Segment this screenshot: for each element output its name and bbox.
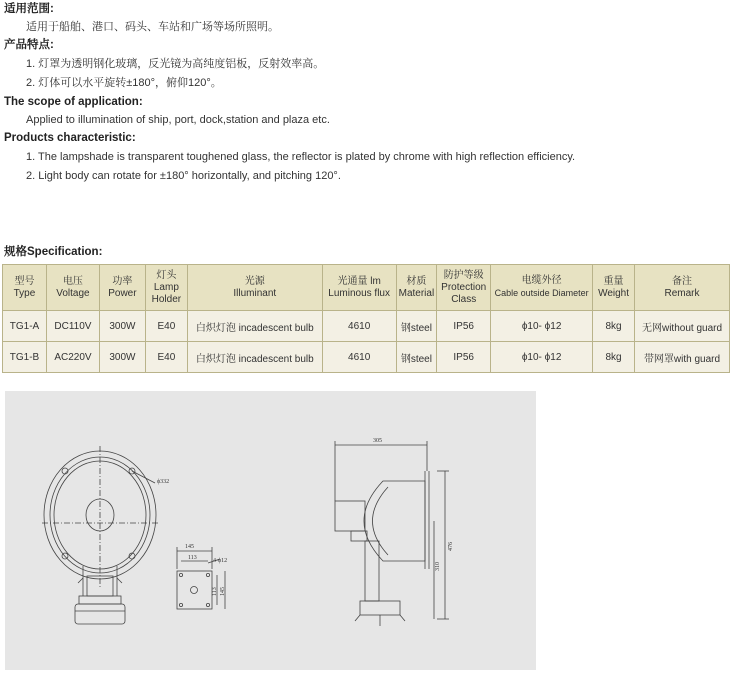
cell-protection: IP56 — [437, 311, 491, 342]
col-voltage-cn: 电压 — [62, 275, 83, 287]
side-view — [335, 441, 449, 626]
col-remark-cn: 备注 — [672, 275, 693, 287]
cell-cable: ϕ10- ϕ12 — [491, 311, 593, 342]
table-row — [3, 311, 730, 342]
col-lamp-holder-en: Lamp Holder — [151, 281, 182, 305]
features-cn-item-2: 2. 灯体可以水平旋转±180°，俯仰120°。 — [26, 77, 222, 89]
cell-weight: 8kg — [593, 311, 635, 342]
col-luminous-flux-en: Luminous flux — [328, 287, 390, 299]
col-type-cn: 型号 — [14, 275, 35, 287]
cell-power: 300W — [99, 342, 145, 373]
spec-header-row — [3, 265, 730, 311]
features-cn-heading: 产品特点: — [4, 39, 54, 51]
dim-base-hole-spacing: 113 — [188, 555, 197, 561]
cell-type: TG1-A — [3, 311, 47, 342]
col-weight — [593, 265, 635, 311]
col-voltage-en: Voltage — [56, 287, 90, 299]
table-row — [3, 342, 730, 373]
col-illuminant — [187, 265, 322, 311]
dim-side-h1: 476 — [448, 542, 454, 551]
col-luminous-flux — [322, 265, 396, 311]
col-weight-en: Weight — [598, 287, 630, 299]
col-weight-cn: 重量 — [603, 275, 624, 287]
col-illuminant-cn: 光源 — [244, 275, 265, 287]
dim-base-w: 145 — [185, 544, 194, 550]
cell-material: 钢steel — [396, 311, 437, 342]
scope-cn-text: 适用于船舶、港口、码头、车站和广场等场所照明。 — [26, 21, 279, 33]
col-cable-cn: 电缆外径 — [521, 275, 562, 286]
cell-voltage: DC110V — [46, 311, 99, 342]
dim-base-h1: 113 — [212, 587, 218, 596]
col-illuminant-en: Illuminant — [233, 287, 277, 299]
cell-lamp-holder: E40 — [145, 311, 187, 342]
scope-cn-heading: 适用范围: — [4, 3, 54, 15]
spec-heading: 规格Specification: — [4, 246, 103, 258]
cell-weight: 8kg — [593, 342, 635, 373]
cell-lamp-holder: E40 — [145, 342, 187, 373]
col-power-cn: 功率 — [112, 275, 133, 287]
col-remark — [635, 265, 730, 311]
col-cable-en: Cable outside Diameter — [494, 288, 589, 298]
col-material-en: Material — [398, 287, 435, 299]
col-type-en: Type — [13, 287, 36, 299]
col-cable — [491, 265, 593, 311]
features-en-heading: Products characteristic: — [4, 132, 136, 144]
scope-en-heading: The scope of application: — [4, 96, 143, 108]
col-material — [396, 265, 437, 311]
col-power-en: Power — [108, 287, 137, 299]
cell-illuminant: 白炽灯泡 incadescent bulb — [187, 342, 322, 373]
spec-table — [2, 264, 730, 373]
col-type — [3, 265, 47, 311]
technical-drawing-panel — [5, 391, 536, 670]
col-lamp-holder — [145, 265, 187, 311]
cell-remark: 无网without guard — [635, 311, 730, 342]
cell-type: TG1-B — [3, 342, 47, 373]
dim-front-dia: ϕ332 — [157, 479, 170, 485]
dim-side-h2: 310 — [435, 562, 441, 571]
col-lamp-holder-cn: 灯头 — [156, 269, 177, 281]
col-protection — [437, 265, 491, 311]
cell-luminous-flux: 4610 — [322, 311, 396, 342]
col-luminous-flux-cn: 光通量 lm — [337, 275, 381, 287]
col-voltage — [46, 265, 99, 311]
cell-material: 钢steel — [396, 342, 437, 373]
col-protection-cn: 防护等级 — [443, 269, 484, 281]
cell-cable: ϕ10- ϕ12 — [491, 342, 593, 373]
col-remark-en: Remark — [664, 287, 700, 299]
base-plate-view — [177, 547, 228, 609]
cell-protection: IP56 — [437, 342, 491, 373]
front-view — [42, 446, 160, 624]
features-en-item-2: 2. Light body can rotate for ±180° horizontally, and pitching 120°. — [26, 170, 341, 182]
cell-voltage: AC220V — [46, 342, 99, 373]
col-power — [99, 265, 145, 311]
cell-illuminant: 白炽灯泡 incadescent bulb — [187, 311, 322, 342]
dim-side-w: 305 — [373, 438, 382, 444]
dimension-labels — [157, 438, 454, 596]
dim-base-holes: 4-ϕ12 — [213, 558, 228, 564]
cell-luminous-flux: 4610 — [322, 342, 396, 373]
col-material-cn: 材质 — [406, 275, 427, 287]
features-cn-item-1: 1. 灯罩为透明钢化玻璃，反光镜为高纯度铝板，反射效率高。 — [26, 58, 325, 70]
dim-base-h2: 145 — [220, 587, 226, 596]
cell-power: 300W — [99, 311, 145, 342]
scope-en-text: Applied to illumination of ship, port, dock,station and plaza etc. — [26, 114, 330, 126]
cell-remark: 带网罩with guard — [635, 342, 730, 373]
technical-drawing — [5, 391, 536, 670]
col-protection-en: Protection Class — [441, 281, 487, 305]
features-en-item-1: 1. The lampshade is transparent toughened glass, the reflector is plated by chrome with high reflection efficiency. — [26, 151, 576, 163]
